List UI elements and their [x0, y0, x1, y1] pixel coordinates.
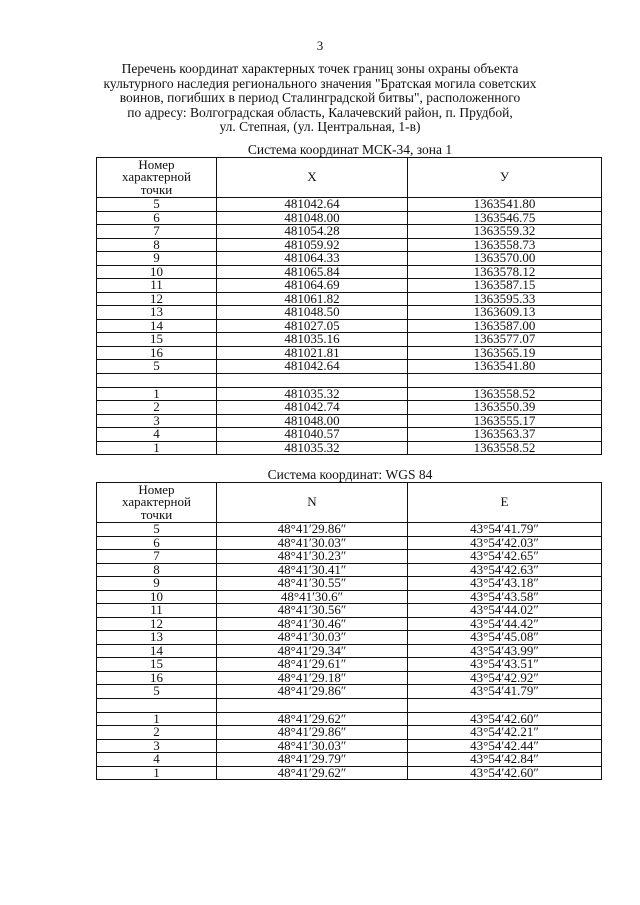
first-coordinate-cell: 481054.28 [217, 225, 408, 239]
first-coordinate-cell: 48°41′29.62″ [217, 712, 408, 726]
heading-line: Перечень координат характерных точек границ зоны охраны объекта [121, 61, 519, 76]
table-row [97, 658, 602, 672]
table-body [97, 523, 602, 780]
second-coordinate-cell: 1363578.12 [408, 265, 602, 279]
second-coordinate-cell: 1363587.00 [408, 319, 602, 333]
first-coordinate-cell: 48°41′30.03″ [217, 536, 408, 550]
second-coordinate-cell: 43°54′42.65″ [408, 550, 602, 564]
point-number-cell: 4 [97, 428, 217, 442]
point-number-cell: 6 [97, 536, 217, 550]
table-row [97, 644, 602, 658]
first-coordinate-cell: 48°41′30.41″ [217, 563, 408, 577]
first-coordinate-cell: 48°41′30.6″ [217, 590, 408, 604]
first-coordinate-cell: 481059.92 [217, 238, 408, 252]
wgs-coordinate-table [96, 482, 602, 780]
table-row [97, 604, 602, 618]
empty-cell [97, 373, 217, 387]
heading-line: культурного наследия регионального значения "Братская могила советских [103, 75, 537, 91]
header-line: характерной [122, 494, 191, 510]
second-coordinate-cell: 43°54′43.58″ [408, 590, 602, 604]
point-number-cell: 3 [97, 414, 217, 428]
x-column-header: X [217, 158, 408, 198]
point-number-cell: 12 [97, 292, 217, 306]
first-coordinate-cell: 481042.64 [217, 198, 408, 212]
table-row [97, 238, 602, 252]
table-row [97, 387, 602, 401]
point-number-cell: 4 [97, 753, 217, 767]
first-coordinate-cell: 48°41′30.23″ [217, 550, 408, 564]
second-coordinate-cell: 43°54′43.18″ [408, 577, 602, 591]
first-coordinate-cell: 48°41′29.61″ [217, 658, 408, 672]
document-heading [60, 62, 580, 135]
first-coordinate-cell: 48°41′30.55″ [217, 577, 408, 591]
empty-cell [217, 373, 408, 387]
table-row [97, 333, 602, 347]
second-coordinate-cell: 43°54′42.84″ [408, 753, 602, 767]
second-coordinate-cell: 1363550.39 [408, 401, 602, 415]
first-coordinate-cell: 48°41′29.79″ [217, 753, 408, 767]
point-number-cell: 9 [97, 252, 217, 266]
second-coordinate-cell: 1363558.52 [408, 387, 602, 401]
table-row [97, 346, 602, 360]
first-coordinate-cell: 481035.32 [217, 441, 408, 455]
first-coordinate-cell: 48°41′29.86″ [217, 726, 408, 740]
first-coordinate-cell: 481061.82 [217, 292, 408, 306]
point-number-cell: 1 [97, 387, 217, 401]
table-row [97, 306, 602, 320]
table-row [97, 225, 602, 239]
point-number-cell: 15 [97, 333, 217, 347]
point-number-cell: 7 [97, 550, 217, 564]
second-coordinate-cell: 1363541.80 [408, 360, 602, 374]
point-number-cell: 16 [97, 671, 217, 685]
point-number-cell: 11 [97, 604, 217, 618]
second-coordinate-cell: 43°54′41.79″ [408, 523, 602, 537]
table-row [97, 414, 602, 428]
point-number-cell: 10 [97, 590, 217, 604]
second-coordinate-cell: 43°54′42.21″ [408, 726, 602, 740]
point-number-cell: 9 [97, 577, 217, 591]
empty-cell [97, 698, 217, 712]
table-row [97, 536, 602, 550]
y-column-header: У [408, 158, 602, 198]
first-coordinate-cell: 481021.81 [217, 346, 408, 360]
point-number-cell: 2 [97, 401, 217, 415]
second-coordinate-cell: 1363558.73 [408, 238, 602, 252]
first-coordinate-cell: 481048.50 [217, 306, 408, 320]
table-row [97, 523, 602, 537]
point-number-cell: 13 [97, 631, 217, 645]
separator-row [97, 698, 602, 712]
second-coordinate-cell: 43°54′44.02″ [408, 604, 602, 618]
point-number-cell: 14 [97, 319, 217, 333]
table-row [97, 428, 602, 442]
first-coordinate-cell: 48°41′30.03″ [217, 631, 408, 645]
first-coordinate-cell: 481042.64 [217, 360, 408, 374]
point-number-cell: 6 [97, 211, 217, 225]
point-number-cell: 5 [97, 198, 217, 212]
first-coordinate-cell: 48°41′29.18″ [217, 671, 408, 685]
table-row [97, 631, 602, 645]
table-row [97, 550, 602, 564]
second-coordinate-cell: 1363559.32 [408, 225, 602, 239]
separator-row [97, 373, 602, 387]
point-number-cell: 12 [97, 617, 217, 631]
second-coordinate-cell: 1363565.19 [408, 346, 602, 360]
point-number-cell: 1 [97, 766, 217, 780]
table-row [97, 265, 602, 279]
table-row [97, 563, 602, 577]
first-coordinate-cell: 481064.33 [217, 252, 408, 266]
first-coordinate-cell: 481048.00 [217, 414, 408, 428]
table-body [97, 198, 602, 455]
second-coordinate-cell: 43°54′45.08″ [408, 631, 602, 645]
table-row [97, 401, 602, 415]
second-coordinate-cell: 1363609.13 [408, 306, 602, 320]
point-number-cell: 5 [97, 523, 217, 537]
table-header-row [97, 158, 602, 198]
table-row [97, 279, 602, 293]
msk-table-caption: Система координат МСК-34, зона 1 [247, 142, 453, 157]
e-column-header: E [408, 483, 602, 523]
first-coordinate-cell: 481040.57 [217, 428, 408, 442]
wgs-table-caption: Система координат: WGS 84 [267, 467, 433, 482]
first-coordinate-cell: 48°41′30.03″ [217, 739, 408, 753]
first-coordinate-cell: 481035.16 [217, 333, 408, 347]
second-coordinate-cell: 43°54′42.03″ [408, 536, 602, 550]
second-coordinate-cell: 43°54′44.42″ [408, 617, 602, 631]
page-number: 3 [316, 38, 324, 53]
table-row [97, 441, 602, 455]
point-number-cell: 5 [97, 360, 217, 374]
table-row [97, 712, 602, 726]
heading-line: воинов, погибших в период Сталинградской битвы", расположенного [119, 90, 521, 105]
first-coordinate-cell: 481064.69 [217, 279, 408, 293]
second-coordinate-cell: 1363563.37 [408, 428, 602, 442]
point-number-cell: 1 [97, 712, 217, 726]
table-row [97, 252, 602, 266]
point-number-cell: 15 [97, 658, 217, 672]
first-coordinate-cell: 48°41′29.34″ [217, 644, 408, 658]
header-line: Номер [138, 482, 175, 497]
second-coordinate-cell: 43°54′42.92″ [408, 671, 602, 685]
second-coordinate-cell: 1363555.17 [408, 414, 602, 428]
table-header-row [97, 483, 602, 523]
first-coordinate-cell: 481065.84 [217, 265, 408, 279]
first-coordinate-cell: 481035.32 [217, 387, 408, 401]
second-coordinate-cell: 43°54′43.99″ [408, 644, 602, 658]
first-coordinate-cell: 481042.74 [217, 401, 408, 415]
second-coordinate-cell: 1363577.07 [408, 333, 602, 347]
first-coordinate-cell: 48°41′29.62″ [217, 766, 408, 780]
table-row [97, 753, 602, 767]
point-number-cell: 2 [97, 726, 217, 740]
second-coordinate-cell: 43°54′42.60″ [408, 766, 602, 780]
header-line: Номер [138, 157, 175, 172]
first-coordinate-cell: 481027.05 [217, 319, 408, 333]
table-row [97, 685, 602, 699]
point-number-header [97, 158, 217, 198]
table-row [97, 319, 602, 333]
first-coordinate-cell: 48°41′30.56″ [217, 604, 408, 618]
table-row [97, 590, 602, 604]
point-number-header [97, 483, 217, 523]
table-row [97, 617, 602, 631]
first-coordinate-cell: 48°41′30.46″ [217, 617, 408, 631]
point-number-cell: 8 [97, 238, 217, 252]
first-coordinate-cell: 48°41′29.86″ [217, 523, 408, 537]
second-coordinate-cell: 43°54′42.60″ [408, 712, 602, 726]
second-coordinate-cell: 43°54′42.63″ [408, 563, 602, 577]
table-row [97, 577, 602, 591]
second-coordinate-cell: 1363587.15 [408, 279, 602, 293]
point-number-cell: 5 [97, 685, 217, 699]
n-column-header: N [217, 483, 408, 523]
empty-cell [217, 698, 408, 712]
point-number-cell: 13 [97, 306, 217, 320]
second-coordinate-cell: 1363595.33 [408, 292, 602, 306]
point-number-cell: 1 [97, 441, 217, 455]
table-row [97, 671, 602, 685]
heading-line: ул. Степная, (ул. Центральная, 1-в) [219, 119, 421, 134]
second-coordinate-cell: 43°54′42.44″ [408, 739, 602, 753]
table-row [97, 766, 602, 780]
point-number-cell: 8 [97, 563, 217, 577]
table-row [97, 360, 602, 374]
point-number-cell: 11 [97, 279, 217, 293]
point-number-cell: 10 [97, 265, 217, 279]
second-coordinate-cell: 43°54′43.51″ [408, 658, 602, 672]
table-row [97, 726, 602, 740]
empty-cell [408, 698, 602, 712]
table-row [97, 198, 602, 212]
second-coordinate-cell: 1363570.00 [408, 252, 602, 266]
header-line: характерной [122, 169, 191, 185]
point-number-cell: 14 [97, 644, 217, 658]
first-coordinate-cell: 481048.00 [217, 211, 408, 225]
second-coordinate-cell: 1363546.75 [408, 211, 602, 225]
second-coordinate-cell: 43°54′41.79″ [408, 685, 602, 699]
msk-coordinate-table [96, 157, 602, 455]
second-coordinate-cell: 1363558.52 [408, 441, 602, 455]
table-row [97, 292, 602, 306]
heading-line: по адресу: Волгоградская область, Калачевский район, п. Прудбой, [127, 104, 513, 120]
empty-cell [408, 373, 602, 387]
header-line: точки [140, 506, 173, 522]
second-coordinate-cell: 1363541.80 [408, 198, 602, 212]
first-coordinate-cell: 48°41′29.86″ [217, 685, 408, 699]
table-row [97, 739, 602, 753]
table-row [97, 211, 602, 225]
point-number-cell: 16 [97, 346, 217, 360]
point-number-cell: 7 [97, 225, 217, 239]
header-line: точки [140, 181, 173, 197]
point-number-cell: 3 [97, 739, 217, 753]
